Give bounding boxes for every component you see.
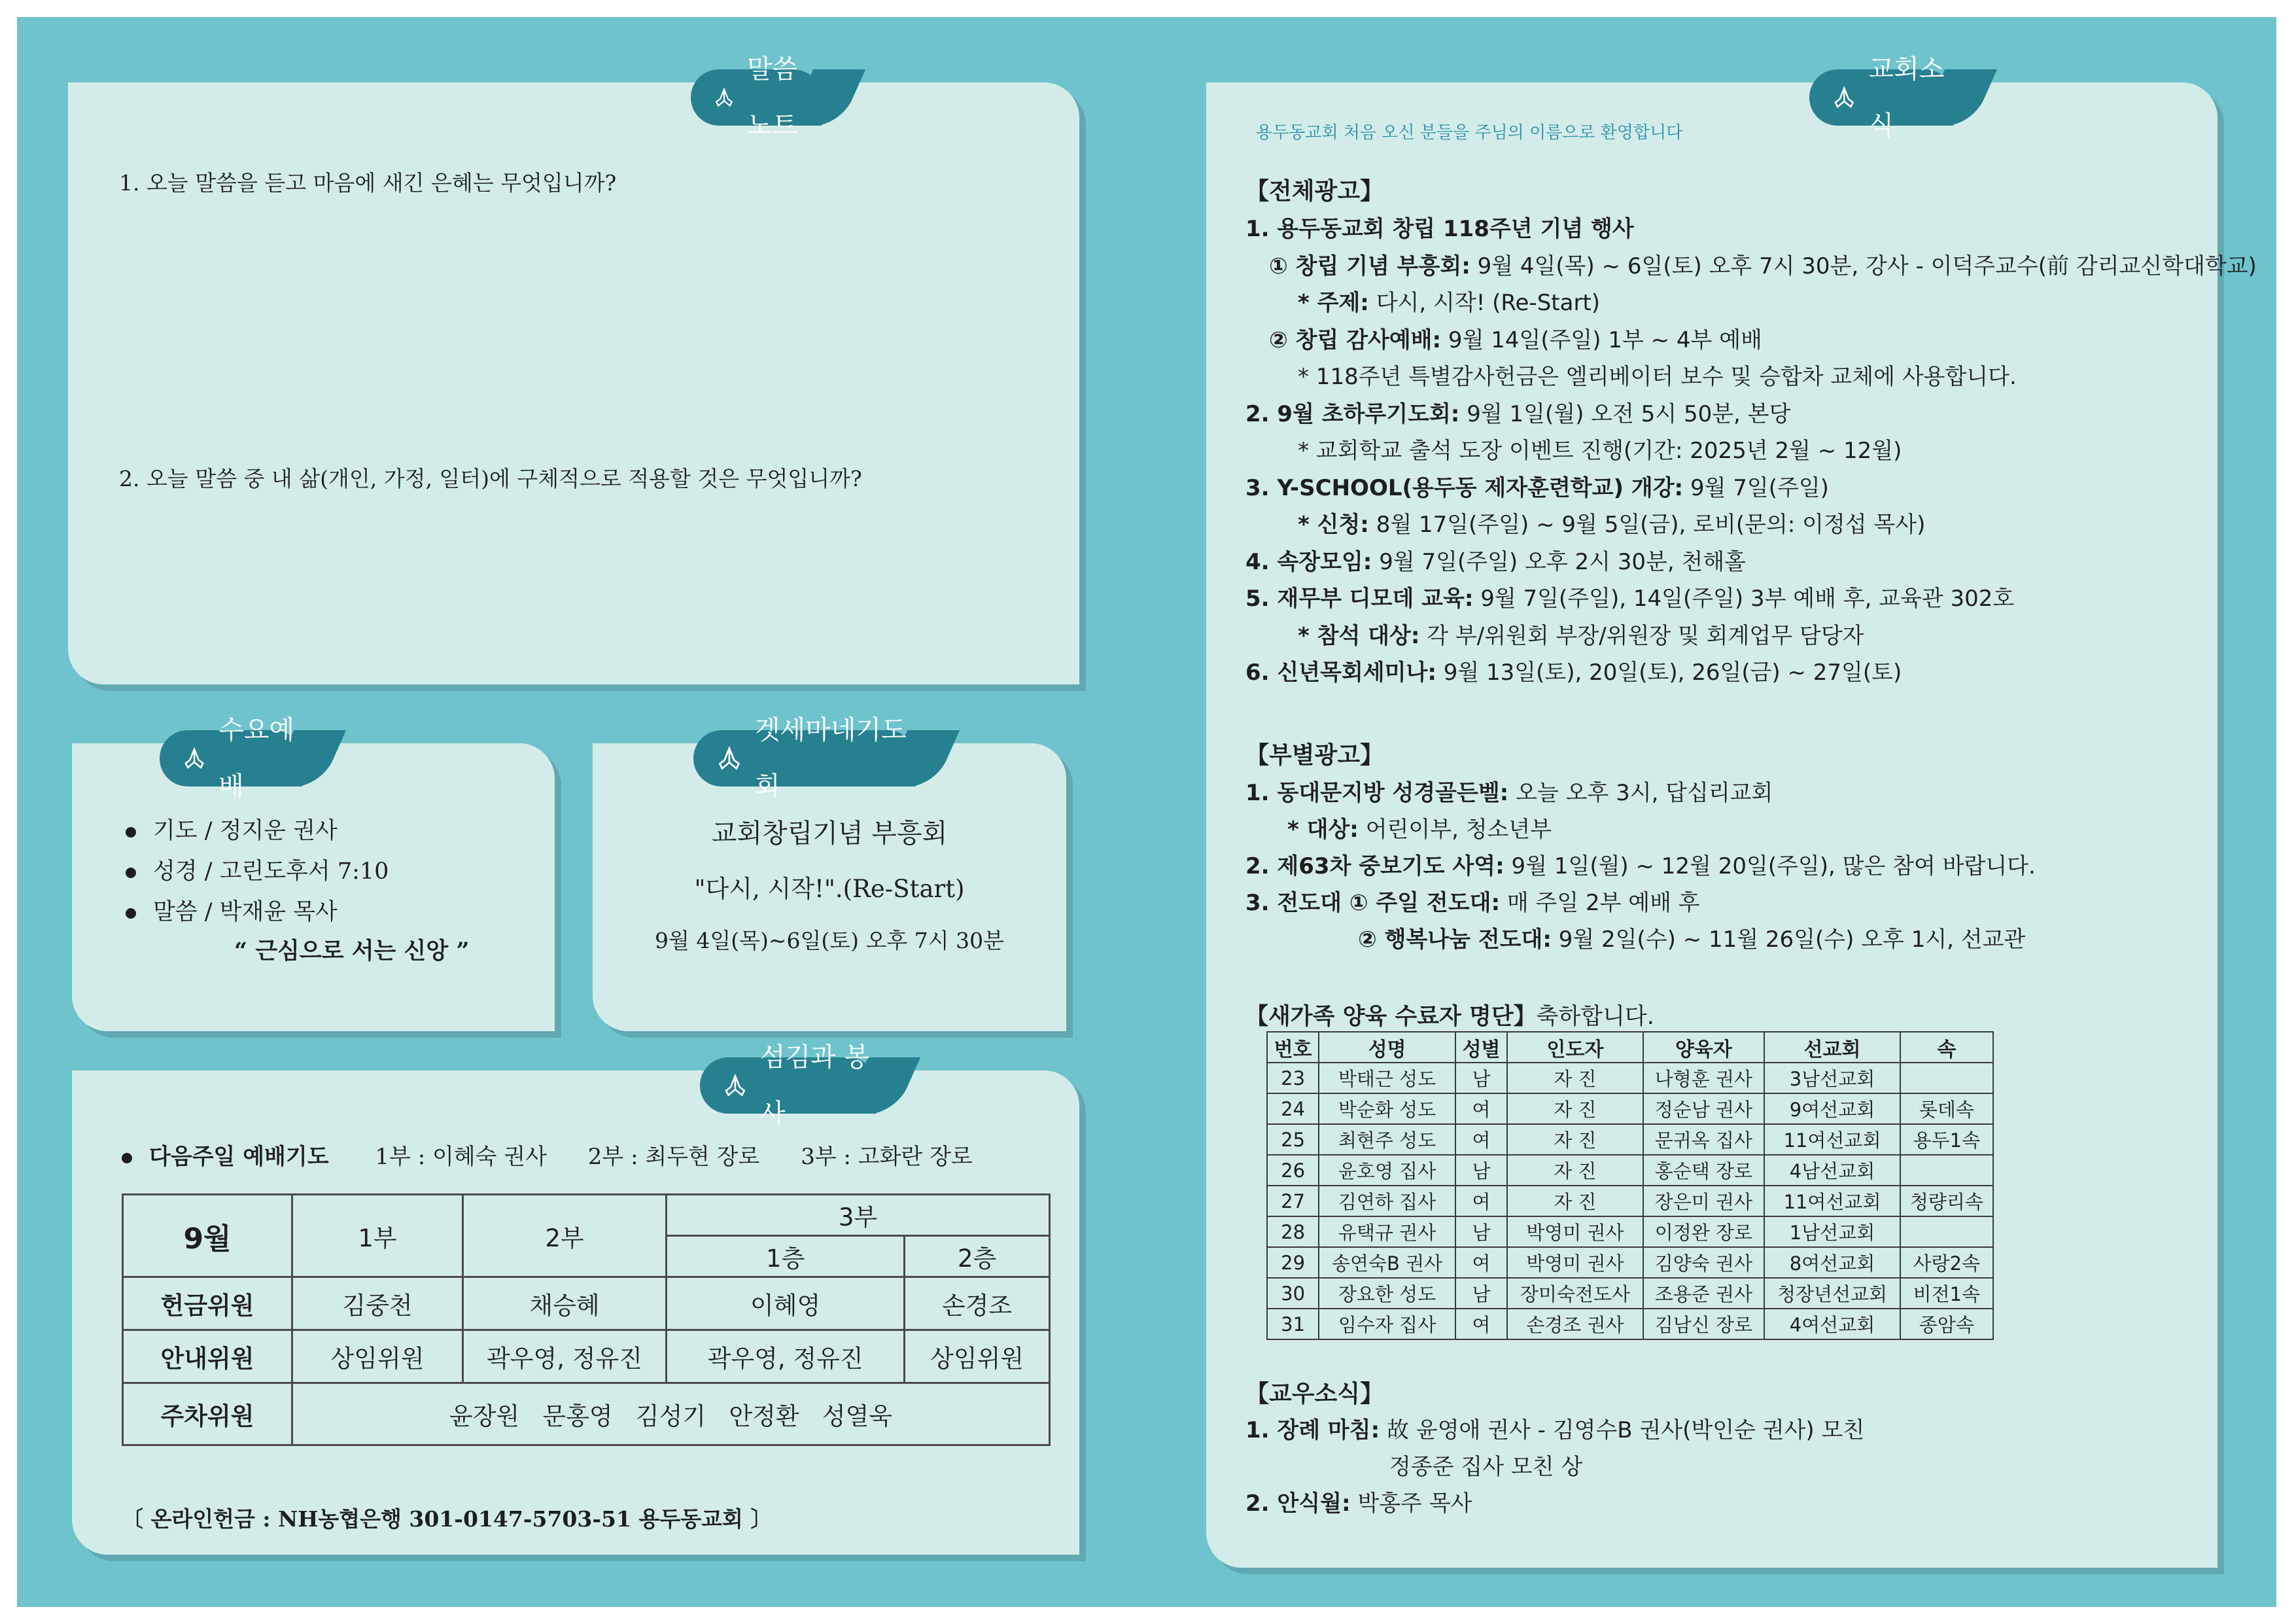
table-cell: 27 [1267, 1186, 1319, 1216]
announcement-line: 3. Y-SCHOOL(용두동 제자훈련학교) 개강: 9월 7일(주일) [1245, 474, 1829, 501]
gethsemane-tab [693, 715, 916, 802]
announcement-line: 정종준 집사 모친 상 [1389, 1454, 1583, 1480]
col-3-floor-2: 2층 [905, 1236, 1050, 1277]
roster-column-header: 선교회 [1764, 1032, 1900, 1063]
table-cell: 8여선교회 [1764, 1247, 1900, 1278]
table-cell: 자 진 [1507, 1063, 1643, 1093]
announcement-line: * 118주년 특별감사헌금은 엘리베이터 보수 및 승합차 교체에 사용합니다. [1298, 364, 2017, 390]
announcement-line: 1. 용두동교회 창립 118주년 기념 행사 [1245, 216, 1634, 242]
table-row [1267, 1247, 1993, 1278]
table-cell: 3남선교회 [1764, 1063, 1900, 1093]
service-tab [700, 1042, 877, 1129]
announcement-line: ② 행복나눔 전도대: 9월 2일(수) ~ 11월 26일(수) 오후 1시, 선교관 [1358, 927, 2026, 953]
announcement-line: * 참석 대상: 각 부/위원회 부장/위원장 및 회계업무 담당자 [1298, 622, 1864, 649]
announcement-line: * 주제: 다시, 시작! (Re-Start) [1298, 290, 1601, 316]
announcement-line: 1. 장례 마침: 故 윤영애 권사 - 김영수B 권사(박인순 권사) 모친 [1245, 1417, 1865, 1443]
gethsemane-schedule: 9월 4일(목)~6일(토) 오후 7시 30분 [655, 928, 1004, 953]
announcement-line: 3. 전도대 ① 주일 전도대: 매 주일 2부 예배 후 [1245, 890, 1700, 916]
table-cell: 박영미 권사 [1507, 1216, 1643, 1247]
wednesday-tab [160, 715, 302, 802]
table-cell: 손경조 [905, 1277, 1050, 1330]
praying-hands-icon [716, 743, 743, 773]
tab-label: 겟세마네기도회 [754, 715, 907, 802]
month-cell: 9월 [123, 1195, 292, 1277]
table-cell [1900, 1216, 1993, 1247]
roster-table [1266, 1031, 1994, 1340]
table-cell: 나형훈 권사 [1643, 1063, 1765, 1093]
table-cell: 손경조 권사 [1507, 1309, 1643, 1339]
church-news-panel [1206, 82, 2257, 1568]
table-cell: 정순남 권사 [1643, 1093, 1765, 1124]
table-cell: 이혜영 [667, 1277, 905, 1330]
row-label: 헌금위원 [123, 1277, 292, 1330]
table-cell: 26 [1267, 1155, 1319, 1186]
table-cell: 여 [1455, 1093, 1507, 1124]
table-cell: 장요한 성도 [1319, 1278, 1455, 1309]
roster-column-header: 성명 [1319, 1032, 1455, 1063]
table-cell: 25 [1267, 1124, 1319, 1155]
table-cell: 4여선교회 [1764, 1309, 1900, 1339]
table-cell: 곽우영, 정유진 [667, 1330, 905, 1383]
table-cell: 김남신 장로 [1643, 1309, 1765, 1339]
announcement-line: ① 창립 기념 부흥회: 9월 4일(목) ~ 6일(토) 오후 7시 30분, 강사 - 이덕주교수(前 감리교신학대학교) [1269, 253, 2257, 279]
table-cell: 여 [1455, 1247, 1507, 1278]
roster-column-header: 양육자 [1643, 1032, 1765, 1063]
welcome-text: 용두동교회 처음 오신 분들을 주님의 이름으로 환영합니다 [1256, 123, 1683, 143]
table-cell: 30 [1267, 1278, 1319, 1309]
sermon-note-panel [68, 82, 1079, 684]
table-cell: 박태근 성도 [1319, 1063, 1455, 1093]
col-3: 3부 [667, 1195, 1050, 1236]
table-cell: 최현주 성도 [1319, 1124, 1455, 1155]
table-cell: 사랑2속 [1900, 1247, 1993, 1278]
table-cell: 임수자 집사 [1319, 1309, 1455, 1339]
note-question-1: 1. 오늘 말씀을 듣고 마음에 새긴 은혜는 무엇입니까? [119, 170, 617, 196]
table-cell: 자 진 [1507, 1124, 1643, 1155]
table-cell: 자 진 [1507, 1186, 1643, 1216]
table-cell: 채승혜 [463, 1277, 667, 1330]
announcement-line: 6. 신년목회세미나: 9월 13일(토), 20일(토), 26일(금) ~ 27일(토) [1245, 660, 1902, 686]
list-item: 성경 / 고린도후서 7:10 [126, 853, 389, 886]
table-cell: 24 [1267, 1093, 1319, 1124]
table-cell: 비전1속 [1900, 1278, 1993, 1309]
table-cell: 윤호영 집사 [1319, 1155, 1455, 1186]
table-row [1267, 1309, 1993, 1339]
table-cell: 상임위원 [292, 1330, 463, 1383]
roster-column-header: 성별 [1455, 1032, 1507, 1063]
table-cell: 29 [1267, 1247, 1319, 1278]
table-cell: 조용준 권사 [1643, 1278, 1765, 1309]
praying-hands-icon [1832, 82, 1857, 113]
wednesday-panel [72, 743, 555, 1031]
announcement-line: * 대상: 어린이부, 청소년부 [1287, 817, 1552, 843]
table-cell: 유택규 권사 [1319, 1216, 1455, 1247]
table-cell: 11여선교회 [1764, 1124, 1900, 1155]
table-cell: 11여선교회 [1764, 1186, 1900, 1216]
announcement-line: 4. 속장모임: 9월 7일(주일) 오후 2시 30분, 천해홀 [1245, 548, 1747, 575]
table-cell: 4남선교회 [1764, 1155, 1900, 1186]
table-cell: 김연하 집사 [1319, 1186, 1455, 1216]
table-cell: 남 [1455, 1216, 1507, 1247]
roster-column-header: 번호 [1267, 1032, 1319, 1063]
table-cell: 박영미 권사 [1507, 1247, 1643, 1278]
table-cell [1900, 1063, 1993, 1093]
table-row [1267, 1216, 1993, 1247]
table-row [1267, 1063, 1993, 1093]
table-cell: 종암속 [1900, 1309, 1993, 1339]
praying-hands-icon [182, 743, 207, 773]
sermon-note-tab [691, 54, 822, 141]
church-news-tab [1809, 54, 1953, 141]
table-cell: 청량리속 [1900, 1186, 1993, 1216]
section-heading: 【부별광고】 [1245, 742, 1384, 769]
section-heading: 【전체광고】 [1245, 178, 1384, 205]
announcement-line: ② 창립 감사예배: 9월 14일(주일) 1부 ~ 4부 예배 [1269, 327, 1762, 353]
table-cell: 홍순택 장로 [1643, 1155, 1765, 1186]
col-2: 2부 [463, 1195, 667, 1277]
list-item: 기도 / 정지운 권사 [126, 813, 338, 845]
gethsemane-theme: "다시, 시작!".(Re-Start) [694, 875, 965, 903]
table-row [1267, 1186, 1993, 1216]
table-row [1267, 1093, 1993, 1124]
service-panel [72, 1070, 1079, 1555]
table-cell: 박순화 성도 [1319, 1093, 1455, 1124]
table-cell: 28 [1267, 1216, 1319, 1247]
table-cell: 곽우영, 정유진 [463, 1330, 667, 1383]
tab-label: 교회소식 [1868, 54, 1945, 141]
table-cell: 청장년선교회 [1764, 1278, 1900, 1309]
table-cell: 김양숙 권사 [1643, 1247, 1765, 1278]
col-1: 1부 [292, 1195, 463, 1277]
row-label: 안내위원 [123, 1330, 292, 1383]
table-cell [1900, 1155, 1993, 1186]
section-heading: 【교우소식】 [1245, 1381, 1384, 1407]
table-cell: 남 [1455, 1155, 1507, 1186]
announcement-line: 2. 안식월: 박홍주 목사 [1245, 1491, 1472, 1517]
praying-hands-icon [713, 82, 735, 113]
table-cell: 장미숙전도사 [1507, 1278, 1643, 1309]
announcement-line: 2. 9월 초하루기도회: 9월 1일(월) 오전 5시 50분, 본당 [1245, 400, 1791, 427]
roster-column-header: 속 [1900, 1032, 1993, 1063]
bulletin-sheet [17, 17, 2276, 1607]
table-cell: 김중천 [292, 1277, 463, 1330]
tab-label: 섬김과 봉사 [759, 1042, 870, 1129]
table-cell: 자 진 [1507, 1155, 1643, 1186]
roster-column-header: 인도자 [1507, 1032, 1643, 1063]
table-cell: 여 [1455, 1186, 1507, 1216]
table-cell: 송연숙B 권사 [1319, 1247, 1455, 1278]
table-cell: 장은미 권사 [1643, 1186, 1765, 1216]
list-item: 말씀 / 박재윤 목사 [126, 894, 338, 927]
announcement-line: 2. 제63차 중보기도 사역: 9월 1일(월) ~ 12월 20일(주일), 많은 참여 바랍니다. [1245, 853, 2036, 879]
table-row [1267, 1155, 1993, 1186]
table-cell: 9여선교회 [1764, 1093, 1900, 1124]
parking-names: 윤장원 문홍영 김성기 안정환 성열욱 [292, 1383, 1050, 1445]
table-cell: 1남선교회 [1764, 1216, 1900, 1247]
table-cell: 여 [1455, 1309, 1507, 1339]
table-cell: 남 [1455, 1278, 1507, 1309]
announcement-line: 1. 동대문지방 성경골든벨: 오늘 오후 3시, 답십리교회 [1245, 780, 1773, 806]
table-row [1267, 1124, 1993, 1155]
roster-heading: 【새가족 양육 수료자 명단】축하합니다. [1245, 1004, 1654, 1030]
tab-label: 말씀노트 [746, 54, 798, 141]
next-week-prayer: 다음주일 예배기도 1부 : 이혜숙 권사 2부 : 최두현 장로 3부 : 고화란 장로 [122, 1139, 973, 1171]
tab-label: 수요예배 [218, 715, 294, 802]
announcement-line: 5. 재무부 디모데 교육: 9월 7일(주일), 14일(주일) 3부 예배 후, 교육관 302호 [1245, 586, 2015, 612]
sermon-title: “ 근심으로 서는 신앙 ” [234, 938, 470, 964]
table-cell: 23 [1267, 1063, 1319, 1093]
service-table [122, 1193, 1051, 1446]
row-label: 주차위원 [123, 1383, 292, 1445]
col-3-floor-1: 1층 [667, 1236, 905, 1277]
announcement-line: * 교회학교 출석 도장 이벤트 진행(기간: 2025년 2월 ~ 12월) [1298, 438, 1902, 464]
table-cell: 문귀옥 집사 [1643, 1124, 1765, 1155]
table-cell: 여 [1455, 1124, 1507, 1155]
table-cell: 자 진 [1507, 1093, 1643, 1124]
table-cell: 용두1속 [1900, 1124, 1993, 1155]
table-cell: 이정완 장로 [1643, 1216, 1765, 1247]
note-question-2: 2. 오늘 말씀 중 내 삶(개인, 가정, 일터)에 구체적으로 적용할 것은 무엇입니까? [119, 466, 862, 491]
gethsemane-title: 교회창립기념 부흥회 [711, 819, 948, 849]
table-cell: 31 [1267, 1309, 1319, 1339]
praying-hands-icon [722, 1070, 748, 1101]
table-cell: 상임위원 [905, 1330, 1050, 1383]
table-row [1267, 1278, 1993, 1309]
announcement-line: * 신청: 8월 17일(주일) ~ 9월 5일(금), 로비(문의: 이정섭 목사) [1298, 512, 1926, 538]
online-offering: 〔 온라인헌금 : NH농협은행 301-0147-5703-51 용두동교회 〕 [122, 1506, 773, 1532]
table-cell: 롯데속 [1900, 1093, 1993, 1124]
table-cell: 남 [1455, 1063, 1507, 1093]
